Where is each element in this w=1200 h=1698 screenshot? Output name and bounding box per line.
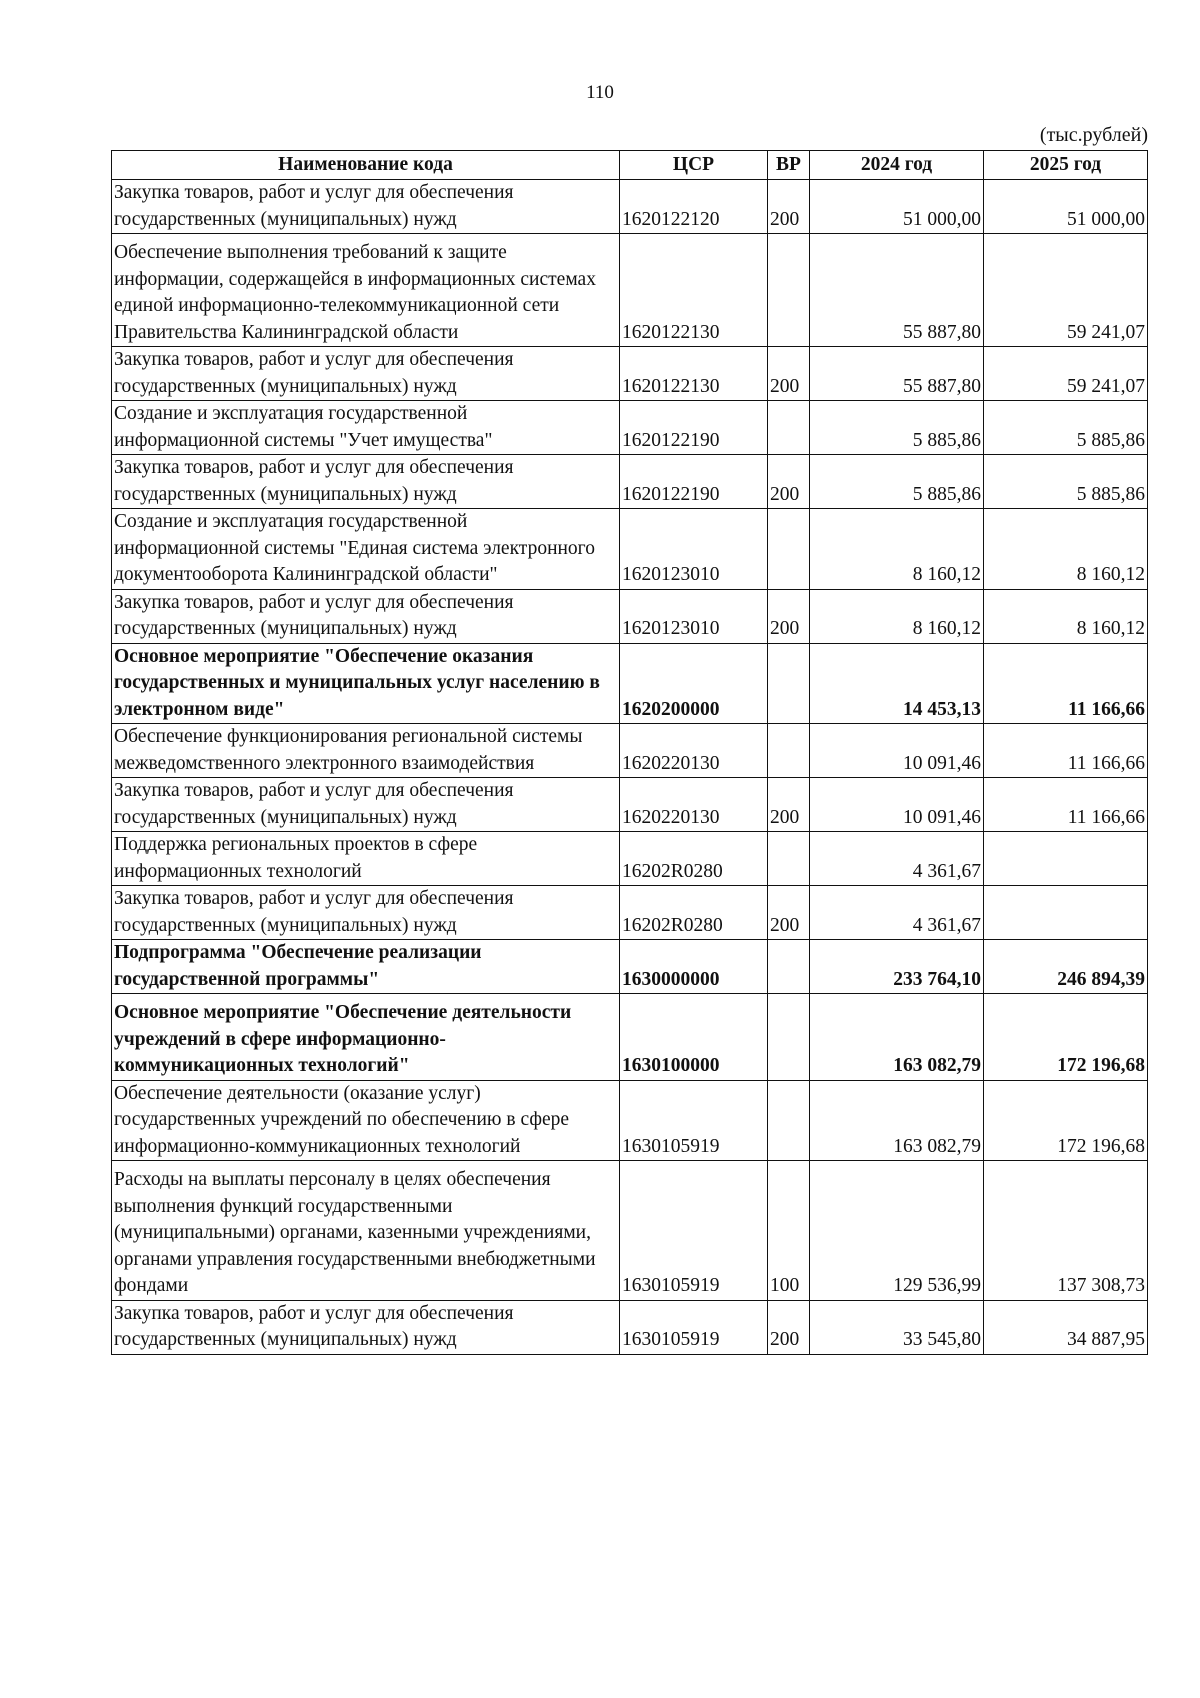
table-row <box>112 1161 1148 1301</box>
cell-code-name: Закупка товаров, работ и услуг для обеспечения государственных (муниципальных) нужд <box>112 778 620 832</box>
cell-2024: 4 361,67 <box>810 886 984 940</box>
cell-2025: 11 166,66 <box>984 724 1148 778</box>
cell-2024: 5 885,86 <box>810 401 984 455</box>
cell-code-name: Закупка товаров, работ и услуг для обеспечения государственных (муниципальных) нужд <box>112 455 620 509</box>
cell-code-name: Обеспечение функционирования региональной системы межведомственного электронного взаимодействия <box>112 724 620 778</box>
cell-csr: 1630105919 <box>620 1080 768 1161</box>
cell-vr <box>768 832 810 886</box>
cell-2025: 5 885,86 <box>984 455 1148 509</box>
table-row <box>112 994 1148 1081</box>
table-row <box>112 886 1148 940</box>
cell-csr: 1620123010 <box>620 509 768 590</box>
budget-table <box>111 150 1148 1355</box>
cell-vr <box>768 724 810 778</box>
cell-2024: 163 082,79 <box>810 994 984 1081</box>
cell-code-name: Закупка товаров, работ и услуг для обеспечения государственных (муниципальных) нужд <box>112 589 620 643</box>
header-code-name: Наименование кода <box>112 151 620 180</box>
cell-csr: 1630000000 <box>620 940 768 994</box>
cell-vr: 200 <box>768 886 810 940</box>
cell-vr <box>768 509 810 590</box>
cell-csr: 16202R0280 <box>620 886 768 940</box>
cell-2025: 5 885,86 <box>984 401 1148 455</box>
cell-2025: 11 166,66 <box>984 643 1148 724</box>
table-row <box>112 347 1148 401</box>
cell-2025: 172 196,68 <box>984 1080 1148 1161</box>
table-row <box>112 401 1148 455</box>
cell-code-name: Закупка товаров, работ и услуг для обеспечения государственных (муниципальных) нужд <box>112 886 620 940</box>
cell-vr: 200 <box>768 347 810 401</box>
cell-vr <box>768 401 810 455</box>
cell-csr: 1630105919 <box>620 1161 768 1301</box>
table-body <box>112 180 1148 1355</box>
cell-2025: 137 308,73 <box>984 1161 1148 1301</box>
cell-2025: 51 000,00 <box>984 180 1148 234</box>
cell-csr: 1620122190 <box>620 455 768 509</box>
cell-2025: 34 887,95 <box>984 1300 1148 1354</box>
header-vr: ВР <box>768 151 810 180</box>
table-header-row <box>112 151 1148 180</box>
cell-code-name: Поддержка региональных проектов в сфере информационных технологий <box>112 832 620 886</box>
header-2025: 2025 год <box>984 151 1148 180</box>
cell-csr: 16202R0280 <box>620 832 768 886</box>
cell-2024: 55 887,80 <box>810 347 984 401</box>
cell-vr <box>768 994 810 1081</box>
cell-vr <box>768 234 810 347</box>
cell-code-name: Создание и эксплуатация государственной информационной системы "Единая система электронного документооборота Калининградской области" <box>112 509 620 590</box>
cell-2025: 59 241,07 <box>984 347 1148 401</box>
table-row <box>112 940 1148 994</box>
cell-csr: 1630105919 <box>620 1300 768 1354</box>
cell-2025: 59 241,07 <box>984 234 1148 347</box>
cell-code-name: Закупка товаров, работ и услуг для обеспечения государственных (муниципальных) нужд <box>112 1300 620 1354</box>
table-row <box>112 1080 1148 1161</box>
cell-code-name: Основное мероприятие "Обеспечение деятельности учреждений в сфере информационно-коммуникационных технологий" <box>112 994 620 1081</box>
cell-2024: 5 885,86 <box>810 455 984 509</box>
cell-vr: 200 <box>768 778 810 832</box>
cell-2024: 33 545,80 <box>810 1300 984 1354</box>
cell-2025: 11 166,66 <box>984 778 1148 832</box>
cell-code-name: Создание и эксплуатация государственной информационной системы "Учет имущества" <box>112 401 620 455</box>
cell-code-name: Основное мероприятие "Обеспечение оказания государственных и муниципальных услуг населению в электронном виде" <box>112 643 620 724</box>
cell-vr: 200 <box>768 455 810 509</box>
table-row <box>112 778 1148 832</box>
table-row <box>112 589 1148 643</box>
cell-vr <box>768 1080 810 1161</box>
cell-code-name: Закупка товаров, работ и услуг для обеспечения государственных (муниципальных) нужд <box>112 347 620 401</box>
cell-2024: 51 000,00 <box>810 180 984 234</box>
cell-csr: 1620122130 <box>620 347 768 401</box>
cell-vr <box>768 643 810 724</box>
cell-vr: 200 <box>768 180 810 234</box>
cell-code-name: Подпрограмма "Обеспечение реализации государственной программы" <box>112 940 620 994</box>
table-row <box>112 180 1148 234</box>
cell-csr: 1620123010 <box>620 589 768 643</box>
cell-vr: 200 <box>768 1300 810 1354</box>
cell-csr: 1630100000 <box>620 994 768 1081</box>
cell-vr <box>768 940 810 994</box>
cell-2025 <box>984 832 1148 886</box>
cell-code-name: Расходы на выплаты персоналу в целях обеспечения выполнения функций государственными (муниципальными) органами, казенными учреждениями, органами управления государственными внебюджетными фондами <box>112 1161 620 1301</box>
cell-code-name: Обеспечение деятельности (оказание услуг) государственных учреждений по обеспечению в сфере информационно-коммуникационных технологий <box>112 1080 620 1161</box>
table-row <box>112 455 1148 509</box>
cell-2024: 4 361,67 <box>810 832 984 886</box>
cell-2025: 8 160,12 <box>984 589 1148 643</box>
table-row <box>112 724 1148 778</box>
cell-2024: 163 082,79 <box>810 1080 984 1161</box>
cell-vr: 100 <box>768 1161 810 1301</box>
cell-2024: 129 536,99 <box>810 1161 984 1301</box>
cell-csr: 1620122130 <box>620 234 768 347</box>
cell-code-name: Закупка товаров, работ и услуг для обеспечения государственных (муниципальных) нужд <box>112 180 620 234</box>
cell-csr: 1620220130 <box>620 724 768 778</box>
cell-csr: 1620200000 <box>620 643 768 724</box>
cell-2024: 8 160,12 <box>810 589 984 643</box>
cell-2024: 8 160,12 <box>810 509 984 590</box>
cell-2024: 10 091,46 <box>810 724 984 778</box>
cell-2025: 172 196,68 <box>984 994 1148 1081</box>
table-row <box>112 1300 1148 1354</box>
cell-code-name: Обеспечение выполнения требований к защите информации, содержащейся в информационных системах единой информационно-телекоммуникационной сети Правительства Калининградской области <box>112 234 620 347</box>
cell-csr: 1620122120 <box>620 180 768 234</box>
cell-2024: 14 453,13 <box>810 643 984 724</box>
cell-2025: 246 894,39 <box>984 940 1148 994</box>
table-row <box>112 832 1148 886</box>
cell-csr: 1620122190 <box>620 401 768 455</box>
cell-2024: 55 887,80 <box>810 234 984 347</box>
cell-2025 <box>984 886 1148 940</box>
units-label: (тыс.рублей) <box>1039 124 1148 146</box>
table-row <box>112 234 1148 347</box>
header-csr: ЦСР <box>620 151 768 180</box>
cell-csr: 1620220130 <box>620 778 768 832</box>
cell-2024: 10 091,46 <box>810 778 984 832</box>
table-row <box>112 509 1148 590</box>
cell-vr: 200 <box>768 589 810 643</box>
header-2024: 2024 год <box>810 151 984 180</box>
page-number: 110 <box>586 82 614 103</box>
cell-2024: 233 764,10 <box>810 940 984 994</box>
table-row <box>112 643 1148 724</box>
cell-2025: 8 160,12 <box>984 509 1148 590</box>
